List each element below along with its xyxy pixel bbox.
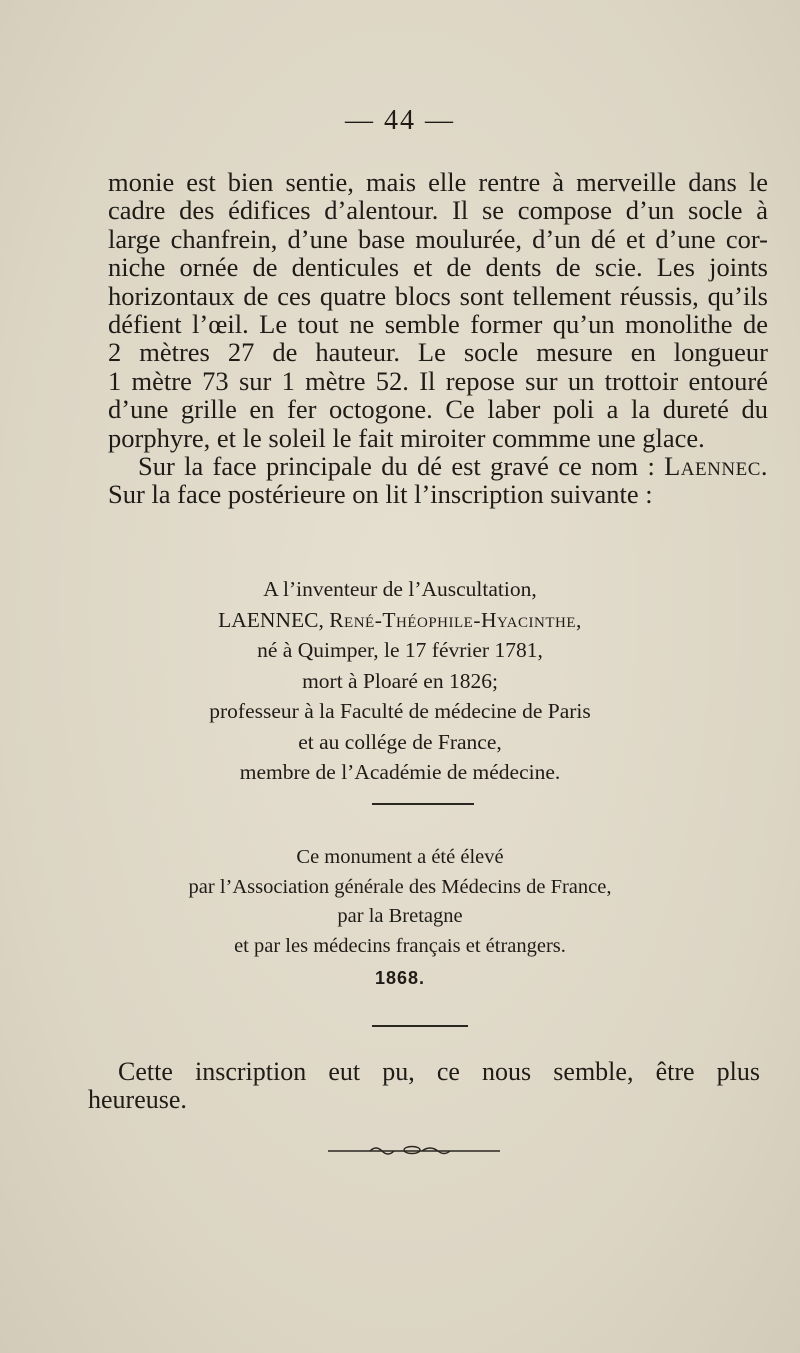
inscription-name-line	[0, 605, 800, 636]
tailpiece-ornament-icon	[326, 1140, 502, 1160]
text-line: d’une grille en fer octogone. Ce laber poli a la dureté du	[108, 394, 768, 425]
credit-line: Ce monument a été élevé	[296, 846, 504, 868]
year-label: 1868.	[374, 968, 426, 988]
main-text	[108, 168, 768, 509]
divider-rule	[372, 803, 474, 805]
monument-credit-block	[0, 843, 800, 961]
text-line: Cette inscription eut pu, ce nous semble, être plus	[118, 1057, 760, 1086]
credit-line: par l’Association générale des Médecins de France,	[188, 875, 612, 898]
inscription-line: et au collége de France,	[298, 729, 502, 754]
inscription-line: professeur à la Faculté de médecine de Paris	[209, 699, 591, 723]
paragraph-face-text: Sur la face principale du dé est gravé ce nom :	[138, 451, 665, 482]
page-number: — 44 —	[345, 105, 455, 136]
inscription-line: membre de l’Académie de médecine.	[239, 760, 561, 784]
text-line: 1 mètre 73 sur 1 mètre 52. Il repose sur un trottoir entouré	[108, 365, 768, 396]
credit-line: par la Bretagne	[337, 905, 463, 927]
divider-rule	[372, 1025, 468, 1027]
text-line: monie est bien sentie, mais elle rentre à merveille dans le	[108, 167, 768, 197]
paragraph-face-posterieure: Sur la face postérieure on lit l’inscription suivante :	[108, 479, 653, 510]
text-line: heureuse.	[88, 1085, 187, 1114]
inscription-line: A l’inventeur de l’Auscultation,	[263, 577, 537, 601]
text-line: horizontaux de ces quatre blocs sont tellement réussis, qu’ils	[108, 280, 768, 311]
laennec-name: Laennec.	[664, 451, 768, 482]
text-line: niche ornée de denticules et de dents de scie. Les joints	[108, 252, 768, 283]
inscription-line: mort à Ploaré en 1826;	[302, 668, 498, 693]
credit-line: et par les médecins français et étrangers.	[234, 934, 566, 957]
text-line: défient l’œil. Le tout ne semble former qu’un monolithe de	[108, 309, 768, 340]
text-line: large chanfrein, d’une base moulurée, d’un dé et d’une cor-	[108, 223, 768, 254]
paragraph-face-principale	[108, 452, 768, 480]
inscription-given-names: René-Théophile-Hyacinthe,	[329, 607, 582, 632]
text-line: 2 mètres 27 de hauteur. Le socle mesure en longueur	[108, 337, 768, 368]
inscription-surname: LAENNEC,	[218, 607, 330, 632]
text-line: porphyre, et le soleil le fait miroiter commme une glace.	[108, 422, 705, 453]
inscription-line: né à Quimper, le 17 février 1781,	[257, 638, 543, 662]
inscription-block	[0, 574, 800, 788]
closing-paragraph	[88, 1058, 760, 1114]
text-line: cadre des édifices d’alentour. Il se compose d’un socle à	[108, 195, 768, 226]
